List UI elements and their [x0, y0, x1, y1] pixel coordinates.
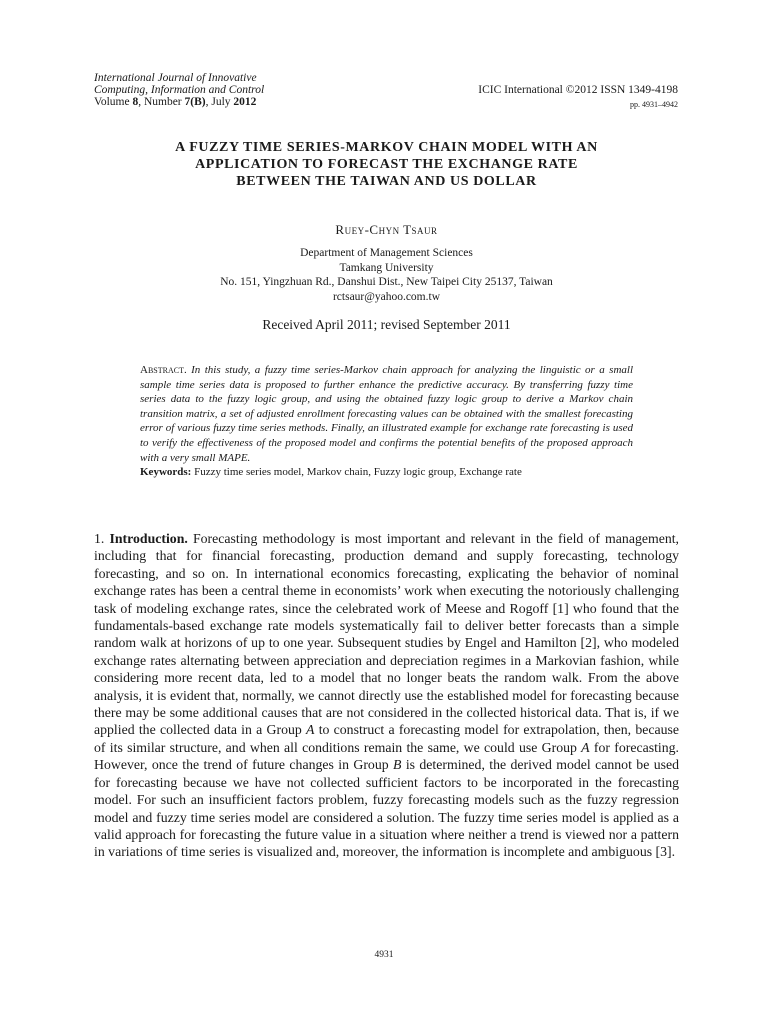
- university: Tamkang University: [339, 261, 434, 274]
- journal-name-line1: International Journal of Innovative: [94, 72, 257, 84]
- number-label: , Number: [138, 96, 185, 108]
- intro-text: is determined, the derived model cannot be used for forecasting because we have not collected sufficient factors to be incorporated in the forecasting model. For such an insufficient factors problem, fuzzy forecasting models such as the fuzzy regression model and fuzzy time series model are considered a solution. The fuzzy time series model is applied as a valid approach for forecasting the future value in a situation where neither a trend is viewed nor a pattern in variations of time series is visualized and, moreover, the information is incomplete and ambiguous [3].: [94, 757, 679, 860]
- section-title: Introduction.: [109, 531, 188, 546]
- intro-text: to construct a forecasting model for extrapolation, then, because of its similar structure, and when all conditions remain the same, we could use Group: [94, 722, 679, 755]
- email[interactable]: rctsaur@yahoo.com.tw: [332, 290, 441, 303]
- title-line: APPLICATION TO FORECAST THE EXCHANGE RATE: [195, 157, 578, 172]
- group-symbol: B: [393, 757, 402, 773]
- publisher-info: [478, 84, 678, 111]
- volume-label: Volume: [94, 96, 133, 108]
- introduction-section: [94, 530, 679, 861]
- abstract-text: In this study, a fuzzy time series-Markov chain approach for analyzing the linguistic or a small sample time series data is proposed to further enhance the predictive accuracy. By transferring fuzzy time series data to the fuzzy logic group, and using the obtained fuzzy logic group to derive a Markov chain transition matrix, a set of adjusted enrollment forecasting values can be obtained with the smallest forecasting error of various fuzzy time series methods. Finally, an illustrated example for exchange rate forecasting is used to verify the effectiveness of the proposed model and confirms the potential benefits of the proposed approach with a very small MAPE.: [140, 364, 634, 464]
- department: Department of Management Sciences: [300, 247, 473, 259]
- address: No. 151, Yingzhuan Rd., Danshui Dist., New Taipei City 25137, Taiwan: [220, 276, 553, 288]
- date-label: , July: [205, 96, 234, 108]
- page-number: 4931: [374, 950, 394, 960]
- volume-line: [94, 96, 264, 108]
- abstract: [140, 363, 633, 480]
- affiliation: [94, 246, 679, 304]
- volume-number: 8: [132, 96, 139, 108]
- publisher-issn: ICIC International ©2012 ISSN 1349-4198: [478, 84, 678, 96]
- keywords-label: Keywords:: [140, 466, 192, 479]
- paper-title: [94, 139, 679, 190]
- intro-text: for forecasting. However, once the trend of future changes in Group: [94, 739, 679, 773]
- section-number: 1.: [94, 531, 105, 546]
- intro-text: Forecasting methodology is most important and relevant in the field of management, including that for financial forecasting, production demand and supply forecasting, technology forecasting, and so on. In international economics forecasting, explicating the behavior of nominal exchange rates has been a central theme in economists’ work when executing the notoriously challenging task of modeling exchange rates, since the celebrated work of Meese and Rogoff [1] who found that the fundamentals-based exchange rate models systematically fail to deliver better forecasts than a simple random walk at horizons of up to one year. Subsequent studies by Engel and Hamilton [2], who modeled exchange rates alternating between appreciation and depreciation regimes in a Markovian fashion, while considering more recent data, led to a model that no longer beats the random walk. From the above analysis, it is evident that, normally, we cannot directly use the established model for forecasting because there may be some additional causes that are not considered in the collected historical data. That is, if we applied the collected data in a Group: [94, 531, 679, 738]
- abstract-body: [140, 363, 633, 465]
- journal-name-line2: Computing, Information and Control: [94, 84, 265, 96]
- keywords-text: Fuzzy time series model, Markov chain, Fuzzy logic group, Exchange rate: [194, 466, 522, 479]
- page-range: pp. 4931–4942: [630, 100, 678, 109]
- group-symbol: A: [306, 722, 315, 738]
- group-symbol: A: [581, 739, 590, 755]
- received-dates: Received April 2011; revised September 2011: [262, 317, 511, 332]
- issue-number: 7(B): [184, 96, 206, 108]
- title-line: BETWEEN THE TAIWAN AND US DOLLAR: [236, 174, 537, 189]
- abstract-label: Abstract.: [140, 364, 187, 376]
- author-name: Ruey-Chyn Tsaur: [335, 222, 438, 237]
- keywords: [140, 465, 633, 480]
- year: 2012: [233, 96, 257, 108]
- journal-header: [94, 72, 264, 108]
- title-line: A FUZZY TIME SERIES-MARKOV CHAIN MODEL WITH AN: [175, 140, 598, 155]
